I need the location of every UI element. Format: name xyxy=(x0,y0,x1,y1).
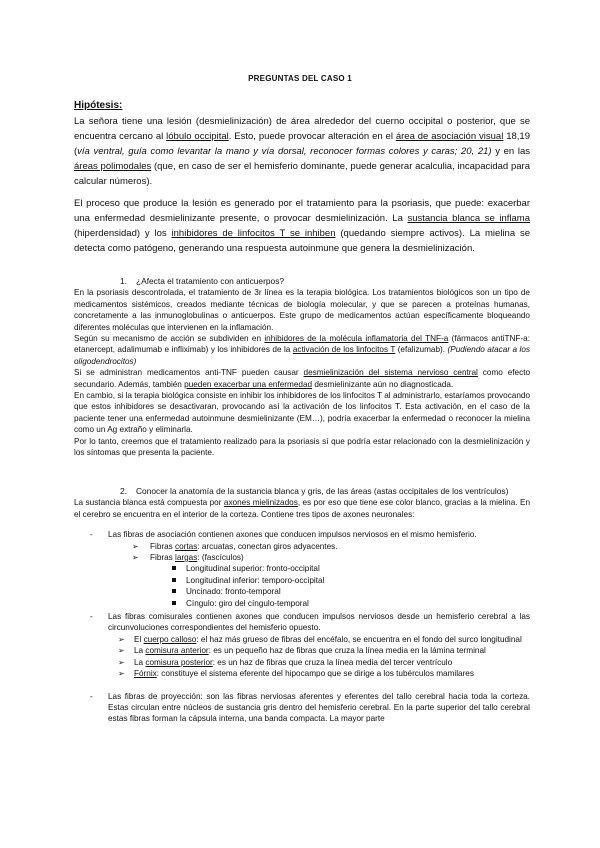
fasciculo-item xyxy=(74,563,530,574)
text-run: La señora tiene una lesión (desmielinización) de área alrededor del cuerno occipital o posterior, que se encuentra cercano al xyxy=(74,116,530,142)
text-run: como efecto secundario. Además, también xyxy=(74,368,531,389)
hipotesis-paragraph-1 xyxy=(74,114,530,189)
square-bullet-icon xyxy=(172,566,176,570)
q1-paragraph-b xyxy=(74,333,530,367)
q1-paragraph-c xyxy=(74,367,530,390)
q1-paragraph-d: En cambio, si la terapia biológica consiste en inhibir los inhibidores de los linfocitos T al administrarlo, estaríamos provocando que estos inhibidores se desactivaran, provocando así la activación de los linfocitos T. Esta activación, en el caso de la paciente tener una enfermedad autoinmune desmielinizante (EM…), podría exacerbar la enfermedad o reconocer la mielina como un Ag extraño y eliminarla. xyxy=(74,391,530,435)
arrow-bullet-icon: ➢ xyxy=(132,553,139,563)
italic-note: (Pudiendo atacar a los oligodendrocitos) xyxy=(74,345,531,366)
fasciculo-text: Longitudinal superior: fronto-occipital xyxy=(186,564,320,574)
question-number: 2. xyxy=(120,486,127,496)
fasciculo-text: Uncinado: fronto-temporal xyxy=(186,587,281,597)
text-run: Según su mecanismo de acción se subdividen en xyxy=(74,334,265,344)
fasciculo-item xyxy=(74,598,530,609)
proyeccion-item xyxy=(74,691,530,725)
dash-bullet: - xyxy=(90,530,93,540)
question-1-title xyxy=(120,276,530,287)
text-run: desmielinizante aún no diagnosticada. xyxy=(312,379,454,389)
proyeccion-text: Las fibras de proyección: son las fibras nerviosas aferentes y eferentes del tallo cerebral hacia toda la corteza. Estas circulan entre núcleos de sustancia gris dentro del hemisferio cerebral. En la parte superior del tallo cerebral estas fibras forman la cápsula interna, una banda compacta. La mayor parte xyxy=(108,691,530,724)
underlined-term: largas xyxy=(175,553,198,563)
comisurales-item xyxy=(74,611,530,634)
fasciculo-item xyxy=(74,575,530,586)
square-bullet-icon xyxy=(172,601,176,605)
text-run: : (fascículos) xyxy=(197,553,244,563)
fasciculo-text: Longitudinal inferior: temporo-occipital xyxy=(186,575,325,585)
text-run: (quedando siempre activos). La mielina se detecta como patógeno, generando una respuesta autoinmune que genera la desmielinización. xyxy=(74,228,531,254)
q2-intro xyxy=(74,497,530,520)
underlined-term: pueden exacerbar una enfermedad xyxy=(184,379,313,389)
text-run: . Esto, puede provocar alteración en el xyxy=(228,131,396,142)
comisurales-text: Las fibras comisurales contienen axones que conducen impulsos nerviosos desde un hemisferio cerebral a las circunvoluciones correspondientes del hemisferio opuesto. xyxy=(108,612,530,633)
italic-note: vía ventral, guía como levantar la mano y vía dorsal, reconocer formas colores y caras; 20, 21) xyxy=(77,146,492,157)
question-text: Conocer la anatomía de la sustancia blanca y gris, de las áreas (astas occipitales de los ventrículos) xyxy=(136,486,509,496)
underlined-term: axones mielinizados xyxy=(223,498,298,508)
fasciculo-item xyxy=(74,586,530,597)
arrow-bullet-icon: ➢ xyxy=(132,541,139,551)
fibras-largas-item xyxy=(74,552,530,563)
text-run: : constituye el sistema eferente del hipocampo que se dirige a los tubérculos mamilares xyxy=(156,669,474,679)
text-run: y en las xyxy=(491,146,530,157)
text-run: La xyxy=(134,646,146,656)
fornix-item xyxy=(74,668,530,679)
text-run: (hiperdensidad) y los xyxy=(74,228,172,239)
dash-bullet: - xyxy=(90,612,93,622)
question-2-title xyxy=(120,486,530,497)
arrow-bullet-icon: ➢ xyxy=(118,669,125,679)
arrow-bullet-icon: ➢ xyxy=(118,657,125,667)
fibras-cortas-item xyxy=(74,541,530,552)
comisura-anterior-item xyxy=(74,645,530,656)
arrow-bullet-icon: ➢ xyxy=(118,634,125,644)
hipotesis-paragraph-2 xyxy=(74,196,530,256)
question-2-section xyxy=(74,486,530,725)
text-run: , es por eso que tiene ese color blanco, gracias a la mielina. En el cerebro se encuentra en el interior de la corteza. Contiene tres tipos de axones neuronales: xyxy=(74,498,530,519)
asociacion-item xyxy=(74,529,530,540)
underlined-term: sustancia blanca se inflama xyxy=(407,213,530,224)
question-number: 1. xyxy=(120,276,127,286)
asociacion-text: Las fibras de asociación contienen axones que conducen impulsos nerviosos en el mismo hemisferio. xyxy=(108,530,477,540)
underlined-term: inhibidores de linfocitos T se inhiben xyxy=(171,228,336,239)
text-run: (fármacos antiTNF-a: etanercept, adalimumab e infliximab) y los inhibidores de la xyxy=(74,334,530,355)
arrow-bullet-icon: ➢ xyxy=(118,646,125,656)
text-run: Si se administran medicamentos anti-TNF pueden causar xyxy=(74,368,304,378)
comisura-posterior-item xyxy=(74,657,530,668)
underlined-term: área de asociación visual xyxy=(395,131,504,142)
underlined-term: activación de los linfocitos T xyxy=(292,345,396,355)
hipotesis-heading xyxy=(74,100,122,111)
text-run: (efalizumab). xyxy=(395,345,448,355)
text-run: 18,19 ( xyxy=(74,131,531,157)
cuerpo-calloso-item xyxy=(74,634,530,645)
text-run: El xyxy=(134,634,144,644)
fasciculo-text: Cíngulo: giro del cíngulo-temporal xyxy=(186,598,309,608)
text-run: Fibras xyxy=(150,553,176,563)
underlined-term: cortas xyxy=(175,541,198,551)
underlined-term: lóbulo occipital xyxy=(166,131,229,142)
dash-bullet: - xyxy=(90,691,93,701)
q1-paragraph-e: Por lo tanto, creemos que el tratamiento realizado para la psoriasis sí que podría estar relacionado con la desmielinización y los síntomas que presenta la paciente. xyxy=(74,436,530,458)
underlined-term: Fórnix xyxy=(134,669,157,679)
text-run: La sustancia blanca está compuesta por xyxy=(74,498,224,508)
underlined-term: desmielinización del sistema nervioso central xyxy=(303,368,478,378)
text-run: El proceso que produce la lesión es generado por el tratamiento para la psoriasis, que puede: exacerbar una enfermedad desmielinizante presente, o provocar desmielinización. La xyxy=(74,198,530,224)
text-run: : el haz más grueso de fibras del encéfalo, se encuentra en el fondo del surco longitudinal xyxy=(196,634,522,644)
question-1-section xyxy=(74,276,530,459)
underlined-term: comisura posterior xyxy=(145,657,213,667)
text-run: : arcuatas, conectan giros adyacentes. xyxy=(197,541,338,551)
hipotesis-heading-text: Hipótesis: xyxy=(74,100,123,111)
text-run: : es un pequeño haz de fibras que cruza la línea media en la lámina terminal xyxy=(208,646,486,656)
underlined-term: inhibidores de la molécula inflamatoria del TNF-a xyxy=(264,334,449,344)
q1-paragraph-a: En la psoriasis descontrolada, el tratamiento de 3r línea es la terapia biológica. Los tratamientos biológicos son un tipo de medicamentos sistémicos, creados mediante técnicas de biología molecular, y que se parecen a proteínas humanas, concretamente a las inmunoglobulinas o anticuerpos. Este grupo de medicamentos actúan específicamente bloqueando diferentes moléculas que intervienen en la inflamación. xyxy=(74,288,530,332)
text-run: (que, en caso de ser el hemisferio dominante, puede generar acalculia, incapacidad para calcular números). xyxy=(74,161,530,187)
underlined-term: comisura anterior xyxy=(145,646,209,656)
page-title: PREGUNTAS DEL CASO 1 xyxy=(248,74,352,83)
underlined-term: áreas polimodales xyxy=(74,161,152,172)
question-text: ¿Afecta el tratamiento con anticuerpos? xyxy=(136,276,285,286)
text-run: La xyxy=(134,657,146,667)
text-run: Fibras xyxy=(150,541,176,551)
text-run: : es un haz de fibras que cruza la línea media del tercer ventrículo xyxy=(212,657,453,667)
square-bullet-icon xyxy=(172,578,176,582)
underlined-term: cuerpo calloso xyxy=(143,634,197,644)
square-bullet-icon xyxy=(172,589,176,593)
